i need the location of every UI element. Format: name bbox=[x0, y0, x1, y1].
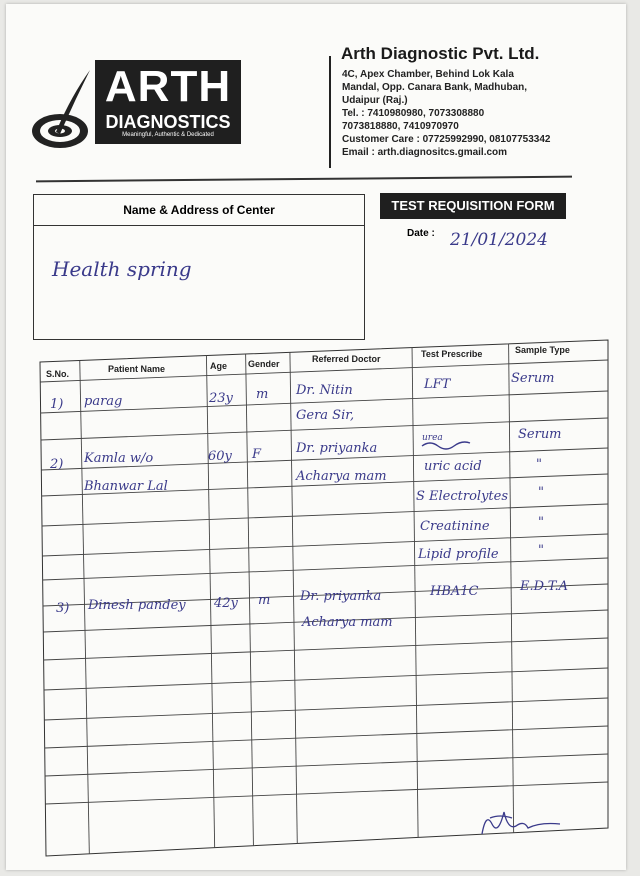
row-line bbox=[42, 534, 608, 556]
row1-sno: 1) bbox=[50, 397, 64, 412]
row1-age: 23y bbox=[209, 391, 233, 406]
center-name-handwritten: Health spring bbox=[52, 257, 192, 281]
row1-sample: Serum bbox=[511, 371, 555, 386]
row3-gender: m bbox=[258, 593, 271, 608]
address-line: Customer Care : 07725992990, 08107753342 bbox=[342, 134, 551, 145]
column-line bbox=[509, 344, 514, 833]
address-line: Udaipur (Raj.) bbox=[342, 95, 408, 106]
row-line bbox=[45, 754, 608, 776]
row2-doctor: Dr. priyanka bbox=[296, 441, 378, 456]
row-line bbox=[45, 782, 608, 804]
row2-name: Kamla w/o bbox=[84, 451, 154, 466]
header-age: Age bbox=[210, 361, 228, 371]
date-label: Date : bbox=[407, 228, 435, 239]
row3-name: Dinesh pandey bbox=[88, 598, 186, 613]
row-line bbox=[45, 726, 608, 748]
row2c-sample: " bbox=[538, 485, 544, 500]
row3-sno: 3) bbox=[56, 601, 70, 616]
row2-sno: 2) bbox=[50, 457, 64, 472]
row-line bbox=[42, 504, 608, 526]
row1-doctor: Dr. Nitin bbox=[296, 383, 353, 398]
address-line: Mandal, Opp. Canara Bank, Madhuban, bbox=[342, 82, 528, 93]
brand-sub: DIAGNOSTICS bbox=[105, 112, 231, 132]
row1-gender: m bbox=[256, 387, 269, 402]
header-sno: S.No. bbox=[46, 369, 70, 379]
header-referred-doctor: Referred Doctor bbox=[312, 354, 381, 364]
row2e-test: Lipid profile bbox=[418, 547, 499, 562]
address-line: 7073818880, 7410970970 bbox=[342, 121, 459, 132]
scribble-strike bbox=[422, 442, 470, 449]
row-line bbox=[43, 558, 608, 580]
row2d-sample: " bbox=[538, 515, 544, 530]
row1-name: parag bbox=[84, 394, 123, 409]
row3-sample: E.D.T.A bbox=[520, 579, 568, 594]
company-name: Arth Diagnostic Pvt. Ltd. bbox=[341, 44, 540, 63]
row2b-sample: " bbox=[536, 457, 542, 472]
column-line bbox=[290, 352, 297, 843]
address-line: Email : arth.diagnositcs.gmail.com bbox=[342, 147, 508, 158]
row2-gender: F bbox=[252, 447, 262, 462]
address-line: 4C, Apex Chamber, Behind Lok Kala bbox=[342, 69, 514, 80]
row2e-sample: " bbox=[538, 543, 544, 558]
form-title: TEST REQUISITION FORM bbox=[380, 193, 566, 219]
row3-test: HBA1C bbox=[430, 584, 479, 599]
row1b-doctor: Gera Sir, bbox=[296, 408, 355, 423]
center-heading: Name & Address of Center bbox=[34, 195, 364, 226]
row2b-name: Bhanwar Lal bbox=[84, 479, 168, 494]
header-test-prescribe: Test Prescribe bbox=[421, 349, 483, 359]
row2b-doctor: Acharya mam bbox=[296, 469, 387, 484]
column-line bbox=[246, 354, 254, 846]
header-gender: Gender bbox=[248, 359, 280, 369]
row-line bbox=[44, 638, 608, 660]
address-line: Tel. : 7410980980, 7073308880 bbox=[342, 108, 485, 119]
row3b-doctor: Acharya mam bbox=[302, 615, 393, 630]
row3-age: 42y bbox=[214, 596, 238, 611]
brand-tagline: Meaningful, Authentic & Dedicated bbox=[122, 132, 214, 138]
row2c-test: S Electrolytes bbox=[416, 489, 509, 504]
row2-age: 60y bbox=[208, 449, 232, 464]
header-patient-name: Patient Name bbox=[108, 364, 166, 374]
date-value: 21/01/2024 bbox=[450, 230, 548, 250]
row-line bbox=[44, 698, 608, 720]
brand-name: ARTH bbox=[104, 62, 232, 111]
row1-test: LFT bbox=[424, 377, 451, 392]
row2d-test: Creatinine bbox=[420, 519, 490, 534]
column-line bbox=[412, 348, 418, 838]
row2-sample: Serum bbox=[518, 427, 562, 442]
header-sample-type: Sample Type bbox=[515, 345, 570, 355]
row2-test: urea bbox=[422, 433, 443, 443]
row2b-test: uric acid bbox=[424, 459, 482, 474]
row3-doctor: Dr. priyanka bbox=[300, 589, 382, 604]
row-line bbox=[44, 668, 608, 690]
